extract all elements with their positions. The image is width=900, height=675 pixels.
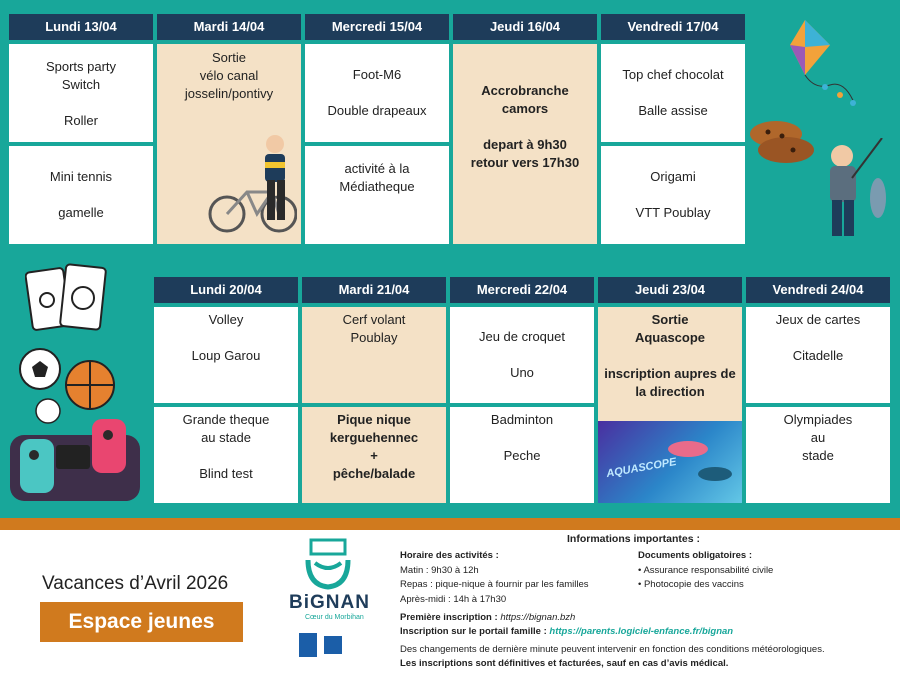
bignan-website-link[interactable]: https://bignan.bzh [500,612,576,623]
activity-text: gamelle [58,205,104,220]
activity-cell [302,407,446,503]
kite-illustration [785,15,865,125]
activity-text: Sports party [45,59,117,74]
horaire-repas: Repas : pique-nique à fournir par les familles [400,579,589,590]
activity-text: Peche [503,448,541,463]
activity-text: Balle assise [638,103,708,118]
activity-text: Médiatheque [339,179,415,194]
premiere-inscription [400,611,575,625]
activity-text: activité à la [344,161,410,176]
day-header: Mercredi 22/04 [450,277,594,303]
activity-text: Jeux de cartes [775,312,861,327]
cards-illustration [25,262,120,337]
activity-cell [154,407,298,503]
activity-cell [154,307,298,403]
horaire-apres-midi: Après-midi : 14h à 17h30 [400,594,507,605]
activity-text: VTT Poublay [635,205,711,220]
day-header: Mardi 14/04 [157,14,301,40]
activity-cell [9,44,153,142]
document-item: • Photocopie des vaccins [638,579,744,590]
activity-text: Badminton [490,412,554,427]
bignan-logo-subtitle: Cœur du Morbihan [305,614,364,621]
activity-text: Accrobranche [481,83,569,98]
bignan-logo-emblem [303,535,353,590]
cyclist-illustration [207,124,297,234]
activity-text: Origami [650,169,696,184]
activity-cell [157,44,301,244]
activity-cell [746,407,890,503]
activity-text: Citadelle [792,348,844,363]
activity-text: Cerf volant [342,312,406,327]
activity-text: + [370,448,378,463]
activity-cell [305,146,449,244]
day-header: Jeudi 16/04 [453,14,597,40]
activity-cell [450,407,594,503]
fishing-boy-illustration [812,138,897,248]
registration-note: Les inscriptions sont définitives et facturées, sauf en cas d’avis médical. [400,658,729,669]
activity-text: Grande theque [182,412,270,427]
activity-text: Switch [61,77,101,92]
activity-cell [450,307,594,403]
activity-text: Uno [510,365,534,380]
activity-cell [305,44,449,142]
activity-text: Jeu de croquet [478,329,565,344]
orange-divider [0,518,900,530]
aquascope-logo-text: AQUASCOPE [605,455,678,481]
activity-text: la direction [635,384,705,399]
activity-text: josselin/pontivy [184,86,274,101]
activity-text: Roller [64,113,98,128]
portail-famille-link[interactable]: https://parents.logiciel-enfance.fr/bignan [549,626,734,637]
day-header: Lundi 20/04 [154,277,298,303]
activity-text: Foot-M6 [352,67,402,82]
premiere-inscription-label: Première inscription : [400,612,501,623]
activity-text: kerguehennec [329,430,419,445]
activity-cell [601,146,745,244]
weather-note: Des changements de dernière minute peuvent intervenir en fonction des conditions météorologiques. [400,644,825,655]
activity-text: camors [501,101,549,116]
activity-text: depart à 9h30 [483,137,567,152]
activity-text: inscription aupres de [604,366,736,381]
activity-text: Poublay [350,330,398,345]
day-header: Vendredi 17/04 [601,14,745,40]
activity-text: pêche/balade [332,466,416,481]
activity-text: Double drapeaux [327,103,427,118]
document-item: • Assurance responsabilité civile [638,565,774,576]
partner-logo [324,636,342,654]
activity-text: Blind test [199,466,253,481]
day-header: Mardi 21/04 [302,277,446,303]
activity-text: vélo canal [199,68,259,83]
info-title: Informations importantes : [567,533,701,545]
activity-cell [9,146,153,244]
partner-logo [299,633,317,657]
activity-text: au [810,430,826,445]
activity-cell [302,307,446,403]
activity-text: Mini tennis [49,169,113,184]
activity-text: Olympiades [783,412,853,427]
documents-title: Documents obligatoires : [638,550,753,561]
activity-cell [746,307,890,403]
activity-text: Aquascope [634,330,706,345]
activity-text: retour vers 17h30 [470,155,580,170]
aquascope-photo [598,421,742,503]
sports-balls-illustration [18,345,118,425]
activity-text: Sortie [651,312,689,327]
activity-text: stade [802,448,834,463]
activity-text: Sortie [212,50,246,65]
page-title: Vacances d’Avril 2026 [42,573,229,594]
horaire-title: Horaire des activités : [400,550,499,561]
activity-cell [601,44,745,142]
activity-cell [453,44,597,244]
cookies-illustration [748,118,818,168]
activity-text: Pique nique [337,412,411,427]
day-header: Jeudi 23/04 [598,277,742,303]
day-header: Lundi 13/04 [9,14,153,40]
activity-cell [598,307,742,503]
portail-famille [400,625,733,639]
horaire-matin: Matin : 9h30 à 12h [400,565,479,576]
activity-text: au stade [201,430,251,445]
activity-text: Top chef chocolat [622,67,724,82]
activity-text: Loup Garou [191,348,261,363]
day-header: Mercredi 15/04 [305,14,449,40]
day-header: Vendredi 24/04 [746,277,890,303]
activity-text: Volley [208,312,244,327]
espace-jeunes-badge: Espace jeunes [40,602,243,642]
game-console-illustration [8,415,143,505]
portail-famille-label: Inscription sur le portail famille : [400,626,550,637]
bignan-logo: BiGNAN [289,592,370,613]
